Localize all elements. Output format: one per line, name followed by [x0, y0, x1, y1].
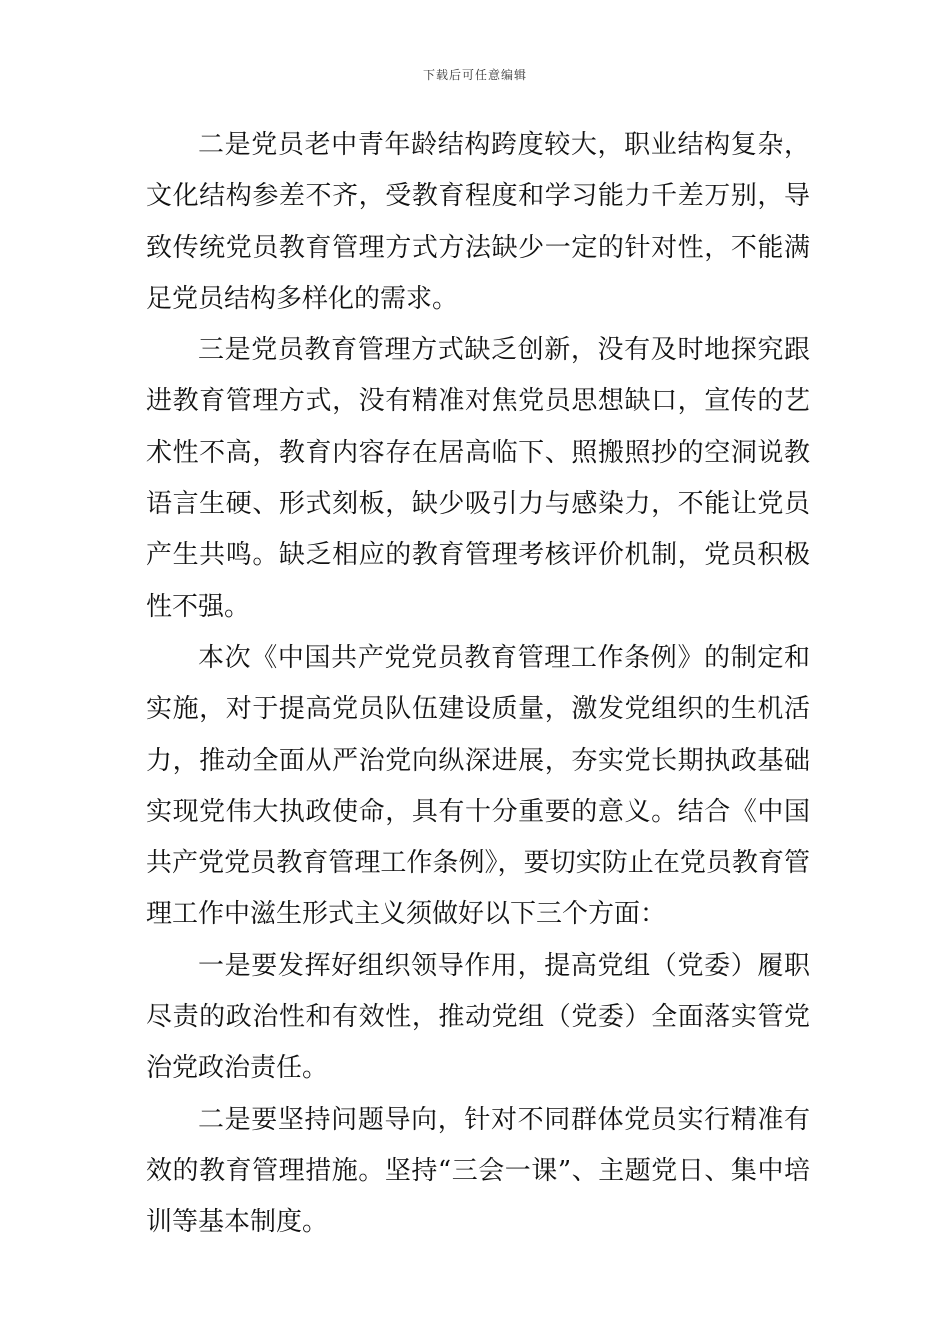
header-note: 下载后可任意编辑 — [422, 68, 527, 82]
paragraph-4: 一是要发挥好组织领导作用，提高党组（党委）履职尽责的政治性和有效性，推动党组（党委）全面落实管党治党政治责任。 — [146, 950, 810, 1084]
paragraph-1: 二是党员老中青年龄结构跨度较大，职业结构复杂，文化结构参差不齐，受教育程度和学习能力千差万别，导致传统党员教育管理方式方法缺少一定的针对性，不能满足党员结构多样化的需求。 — [146, 130, 810, 314]
document-body — [146, 120, 810, 1249]
paragraph-5: 二是要坚持问题导向，针对不同群体党员实行精准有效的教育管理措施。坚持“三会一课”、主题党日、集中培训等基本制度。 — [146, 1104, 810, 1238]
paragraph-3: 本次《中国共产党党员教育管理工作条例》的制定和实施，对于提高党员队伍建设质量，激发党组织的生机活力，推动全面从严治党向纵深进展，夯实党长期执政基础实现党伟大执政使命，具有十分重要的意义。结合《中国共产党党员教育管理工作条例》，要切实防止在党员教育管理工作中滋生形式主义须做好以下三个方面： — [146, 642, 810, 930]
paragraph-2: 三是党员教育管理方式缺乏创新，没有及时地探究跟进教育管理方式，没有精准对焦党员思想缺口，宣传的艺术性不高，教育内容存在居高临下、照搬照抄的空洞说教语言生硬、形式刻板，缺少吸引力与感染力，不能让党员产生共鸣。缺乏相应的教育管理考核评价机制，党员积极性不强。 — [146, 335, 810, 622]
